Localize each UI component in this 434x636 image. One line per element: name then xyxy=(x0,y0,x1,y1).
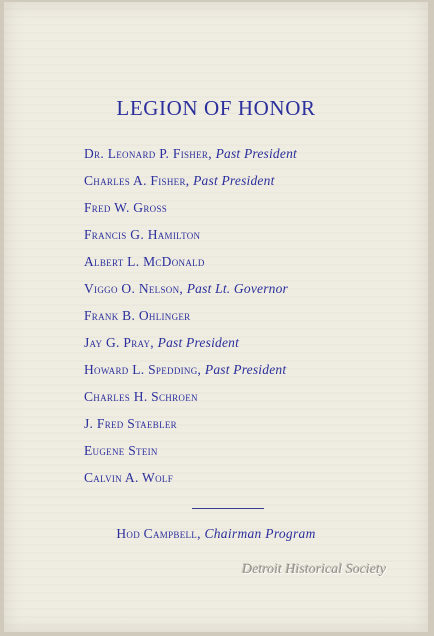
member-name: Calvin A. Wolf xyxy=(84,470,174,485)
chairman-role: Chairman Program xyxy=(204,526,316,541)
member-entry xyxy=(84,251,297,278)
member-list xyxy=(84,143,297,494)
member-role: Past President xyxy=(215,146,297,161)
member-name: Fred W. Gross xyxy=(84,200,168,215)
member-name: Albert L. McDonald xyxy=(84,254,205,269)
member-entry xyxy=(84,467,297,494)
member-entry xyxy=(84,197,297,224)
member-entry: Viggo O. Nelson, Past Lt. Governor xyxy=(84,281,289,296)
member-name: Eugene Stein xyxy=(84,443,158,458)
chairman-line: Hod Campbell, Chairman Program xyxy=(116,526,316,541)
member-name: Frank B. Ohlinger xyxy=(84,308,191,323)
member-entry: Howard L. Spedding, Past President xyxy=(84,362,287,377)
member-role: Past President xyxy=(157,335,240,350)
program-page xyxy=(4,2,428,632)
page-title: LEGION OF HONOR xyxy=(116,96,316,120)
chairman-name: Hod Campbell xyxy=(116,526,198,541)
member-entry xyxy=(84,224,297,251)
member-name: Francis G. Hamilton xyxy=(84,227,201,242)
member-role: Past President xyxy=(193,173,275,188)
member-name: Charles H. Schroen xyxy=(84,389,198,404)
member-name: Jay G. Pray xyxy=(84,335,151,350)
member-entry xyxy=(84,440,297,467)
member-role: Past President xyxy=(204,362,287,377)
member-name: Howard L. Spedding xyxy=(84,362,198,377)
watermark-text: Detroit Historical Society xyxy=(242,562,387,577)
member-entry: Jay G. Pray, Past President xyxy=(84,335,240,350)
member-name: Dr. Leonard P. Fisher xyxy=(84,146,209,161)
member-entry xyxy=(84,413,297,440)
member-entry xyxy=(84,305,297,332)
member-entry: Charles A. Fisher, Past President xyxy=(84,173,275,188)
member-name: Viggo O. Nelson xyxy=(84,281,180,296)
divider-rule xyxy=(192,508,264,509)
member-role: Past Lt. Governor xyxy=(186,281,289,296)
member-entry: Dr. Leonard P. Fisher, Past President xyxy=(84,146,297,161)
member-entry xyxy=(84,386,297,413)
member-name: Charles A. Fisher xyxy=(84,173,186,188)
member-name: J. Fred Staebler xyxy=(84,416,177,431)
